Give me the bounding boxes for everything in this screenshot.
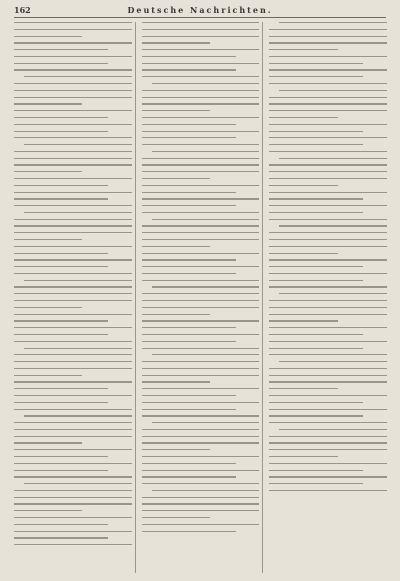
text-line (142, 42, 210, 43)
text-line (14, 327, 132, 328)
text-line (14, 503, 132, 504)
text-line (14, 436, 132, 437)
text-line (269, 388, 337, 389)
text-line (279, 293, 387, 294)
text-line (142, 314, 210, 315)
text-line (269, 286, 387, 287)
text-line (142, 334, 260, 335)
text-line (142, 327, 236, 328)
text-line (142, 171, 260, 172)
text-line (142, 259, 236, 260)
text-line (142, 280, 260, 281)
text-line (14, 517, 132, 518)
text-line (14, 253, 108, 254)
text-line (279, 158, 387, 159)
text-line (269, 103, 387, 104)
text-line (14, 178, 132, 179)
text-line (14, 307, 82, 308)
text-line (269, 320, 337, 321)
text-line (269, 246, 387, 247)
text-line (269, 334, 363, 335)
text-line (14, 22, 132, 23)
text-line (142, 395, 236, 396)
text-line (142, 402, 260, 403)
text-line (279, 22, 387, 23)
text-line (142, 164, 260, 165)
text-line (269, 409, 387, 410)
text-line (269, 178, 387, 179)
text-line (142, 225, 260, 226)
text-line (14, 246, 132, 247)
text-line (142, 110, 210, 111)
text-line (269, 395, 387, 396)
text-line (142, 97, 260, 98)
text-line (269, 463, 387, 464)
text-line (14, 524, 108, 525)
text-line (24, 76, 132, 77)
text-line (142, 293, 260, 294)
text-line (14, 395, 132, 396)
text-line (269, 415, 363, 416)
text-line (142, 103, 260, 104)
text-line (142, 381, 210, 382)
text-line (269, 42, 387, 43)
text-line (14, 470, 108, 471)
text-line (142, 137, 236, 138)
text-line (269, 307, 387, 308)
text-line (142, 192, 236, 193)
text-line (14, 29, 132, 30)
text-line (14, 334, 108, 335)
text-line (142, 341, 236, 342)
text-line (269, 198, 363, 199)
text-line (269, 239, 387, 240)
text-line (142, 388, 260, 389)
text-line (142, 29, 260, 30)
text-line (14, 36, 82, 37)
text-line (142, 442, 260, 443)
text-line (142, 463, 236, 464)
text-line (142, 212, 260, 213)
text-line (14, 381, 132, 382)
text-line (269, 266, 363, 267)
text-line (269, 110, 387, 111)
text-line (269, 137, 387, 138)
text-line (269, 442, 387, 443)
text-line (269, 212, 363, 213)
text-line (14, 476, 132, 477)
text-line (14, 300, 132, 301)
text-line (14, 63, 108, 64)
text-line (279, 429, 387, 430)
text-line (14, 537, 108, 538)
text-line (142, 144, 260, 145)
text-line (269, 341, 387, 342)
text-line (14, 266, 108, 267)
text-line (14, 232, 132, 233)
text-line (269, 192, 387, 193)
text-line (14, 544, 132, 545)
text-line (142, 415, 260, 416)
text-line (269, 219, 387, 220)
text-line (14, 259, 132, 260)
text-line (269, 348, 363, 349)
text-line (152, 83, 260, 84)
text-line (142, 476, 236, 477)
text-line (269, 381, 387, 382)
text-line (24, 212, 132, 213)
text-line (142, 117, 260, 118)
text-line (269, 131, 363, 132)
text-line (14, 42, 132, 43)
text-line (142, 69, 236, 70)
text-line (14, 320, 108, 321)
text-line (269, 56, 387, 57)
text-line (152, 422, 260, 423)
text-line (24, 280, 132, 281)
text-line (269, 124, 387, 125)
text-line (14, 497, 132, 498)
text-line (142, 300, 260, 301)
text-line (269, 151, 387, 152)
text-line (142, 307, 260, 308)
text-line (142, 76, 260, 77)
text-line (142, 266, 260, 267)
text-line (14, 185, 108, 186)
text-line (269, 144, 363, 145)
text-line (152, 286, 260, 287)
text-line (269, 205, 387, 206)
text-line (279, 90, 387, 91)
text-line (142, 232, 260, 233)
text-line (142, 517, 210, 518)
text-line (269, 402, 363, 403)
text-line (269, 253, 337, 254)
text-line (142, 90, 260, 91)
text-line (142, 56, 236, 57)
text-line (269, 314, 387, 315)
text-line (142, 409, 236, 410)
text-line (269, 232, 387, 233)
text-line (14, 171, 82, 172)
text-line (24, 415, 132, 416)
text-line (142, 198, 260, 199)
text-line (24, 483, 132, 484)
text-line (142, 320, 260, 321)
text-line (14, 449, 132, 450)
text-line (14, 409, 132, 410)
text-line (14, 442, 82, 443)
text-line (142, 429, 260, 430)
text-line (269, 69, 387, 70)
page-header (14, 5, 386, 18)
text-line (269, 354, 387, 355)
text-line (14, 205, 132, 206)
text-line (269, 97, 387, 98)
text-line (14, 103, 82, 104)
text-line (14, 388, 108, 389)
text-line (142, 273, 236, 274)
text-line (269, 117, 337, 118)
text-line (14, 429, 132, 430)
text-line (269, 436, 387, 437)
column-middle (142, 22, 264, 573)
text-line (14, 273, 132, 274)
text-line (142, 36, 260, 37)
text-columns (14, 22, 390, 573)
text-line (14, 239, 82, 240)
text-line (14, 314, 132, 315)
text-line (152, 151, 260, 152)
text-line (14, 225, 132, 226)
text-line (14, 164, 132, 165)
text-line (142, 497, 260, 498)
column-right (269, 22, 390, 573)
text-line (14, 151, 132, 152)
text-line (14, 531, 132, 532)
text-line (14, 137, 132, 138)
column-left (14, 22, 136, 573)
text-line (142, 246, 210, 247)
text-line (142, 483, 260, 484)
text-line (14, 117, 108, 118)
text-line (142, 253, 260, 254)
text-line (142, 449, 210, 450)
text-line (14, 97, 132, 98)
text-line (14, 456, 108, 457)
text-line (269, 164, 387, 165)
text-line (269, 470, 363, 471)
text-line (24, 348, 132, 349)
text-line (142, 63, 260, 64)
text-line (142, 348, 260, 349)
text-line (14, 56, 132, 57)
text-line (152, 219, 260, 220)
text-line (269, 36, 387, 37)
text-line (14, 198, 108, 199)
text-line (14, 158, 132, 159)
text-line (14, 354, 132, 355)
text-line (142, 178, 210, 179)
text-line (14, 124, 132, 125)
text-line (142, 510, 260, 511)
text-line (14, 422, 132, 423)
text-line (142, 124, 236, 125)
text-line (269, 259, 387, 260)
text-line (24, 144, 132, 145)
text-line (269, 29, 387, 30)
text-line (269, 449, 387, 450)
text-line (14, 83, 132, 84)
text-line (14, 49, 108, 50)
text-line (14, 402, 108, 403)
text-line (269, 490, 387, 491)
text-line (142, 368, 260, 369)
text-line (14, 490, 132, 491)
text-line (14, 293, 132, 294)
text-line (142, 49, 260, 50)
text-line (269, 49, 337, 50)
text-line (142, 239, 260, 240)
text-line (142, 158, 260, 159)
text-line (14, 463, 132, 464)
text-line (269, 327, 387, 328)
text-line (279, 361, 387, 362)
text-line (269, 185, 337, 186)
text-line (142, 185, 260, 186)
text-line (142, 503, 260, 504)
text-line (269, 171, 387, 172)
text-line (14, 192, 132, 193)
text-line (269, 76, 363, 77)
text-line (14, 375, 82, 376)
text-line (142, 361, 260, 362)
text-line (14, 110, 132, 111)
text-line (14, 131, 108, 132)
text-line (14, 219, 132, 220)
text-line (14, 341, 132, 342)
text-line (269, 422, 387, 423)
text-line (152, 490, 260, 491)
running-title: Deutsche Nachrichten. (127, 5, 273, 15)
text-line (269, 83, 387, 84)
text-line (269, 300, 387, 301)
text-line (142, 436, 260, 437)
text-line (14, 368, 132, 369)
text-line (14, 69, 132, 70)
text-line (269, 273, 387, 274)
text-line (269, 456, 337, 457)
text-line (152, 354, 260, 355)
text-line (269, 375, 387, 376)
text-line (269, 63, 363, 64)
page-number: 162 (14, 5, 31, 15)
text-line (269, 368, 387, 369)
text-line (269, 280, 363, 281)
text-line (14, 361, 132, 362)
text-line (279, 225, 387, 226)
text-line (142, 375, 260, 376)
text-line (14, 90, 132, 91)
text-line (142, 524, 260, 525)
text-line (142, 470, 260, 471)
text-line (14, 286, 132, 287)
text-line (142, 531, 236, 532)
text-line (269, 476, 387, 477)
text-line (142, 205, 236, 206)
text-line (142, 131, 260, 132)
text-line (142, 456, 260, 457)
text-line (142, 22, 260, 23)
text-line (14, 510, 82, 511)
text-line (269, 483, 363, 484)
